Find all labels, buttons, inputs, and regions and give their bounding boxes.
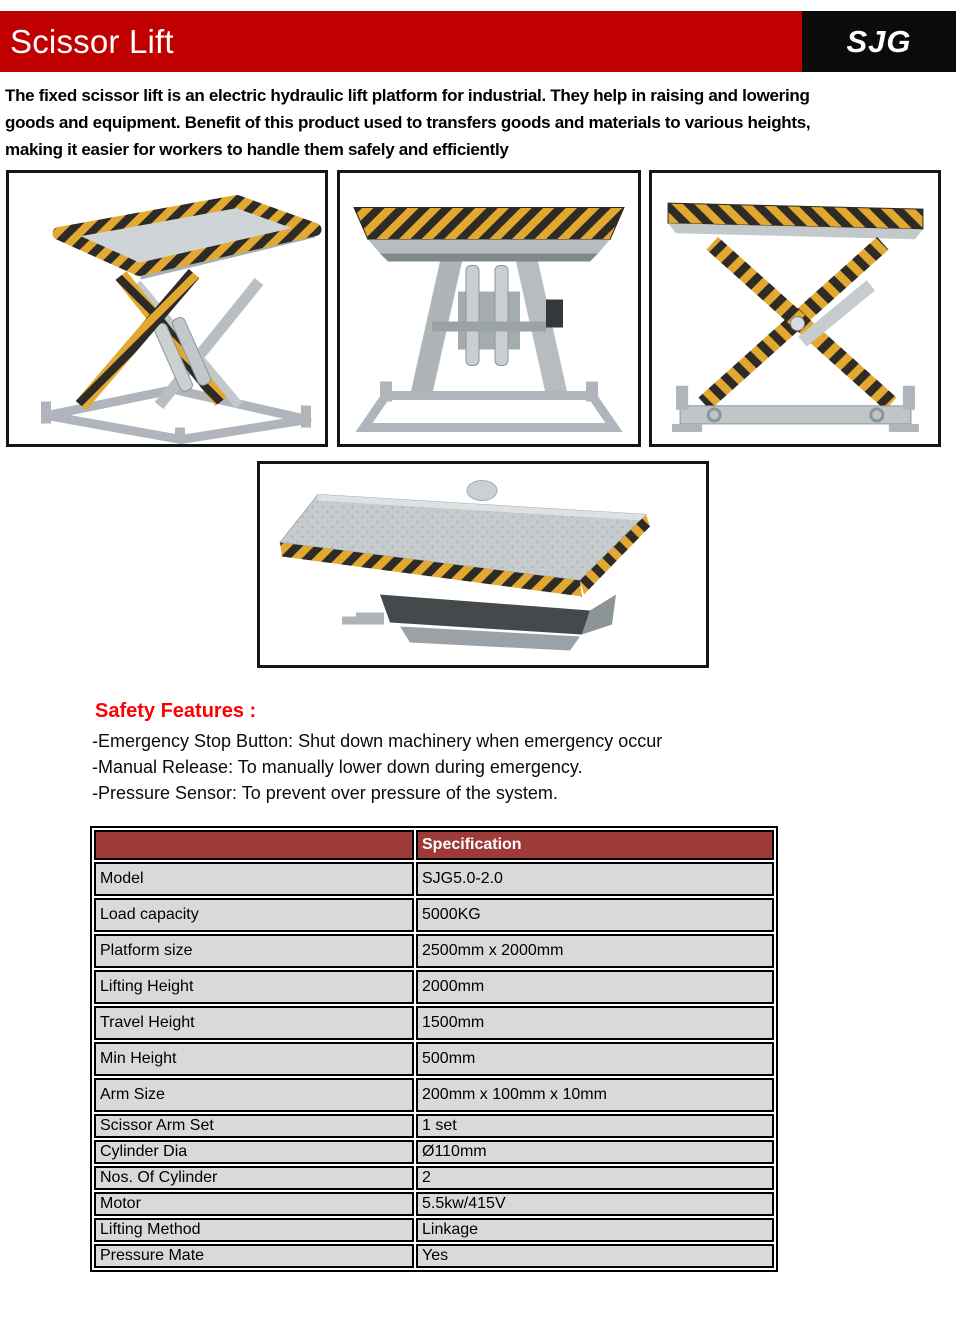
spec-value: 2500mm x 2000mm (416, 934, 774, 968)
spec-label: Min Height (94, 1042, 414, 1076)
safety-features-heading: Safety Features : (95, 700, 257, 722)
spec-value: Linkage (416, 1218, 774, 1242)
table-row (94, 862, 774, 896)
product-photo-lowered-view (257, 461, 709, 668)
page-title: Scissor Lift (10, 22, 174, 60)
table-row (94, 1114, 774, 1138)
spec-label: Platform size (94, 934, 414, 968)
spec-value: 1 set (416, 1114, 774, 1138)
spec-value: Ø110mm (416, 1140, 774, 1164)
description-line: making it easier for workers to handle them safely and efficiently (5, 140, 509, 159)
table-row (94, 1166, 774, 1190)
table-row (94, 970, 774, 1004)
safety-item: -Manual Release: To manually lower down during emergency. (92, 757, 583, 777)
brand-logo (802, 11, 956, 72)
spec-value: 5000KG (416, 898, 774, 932)
brand-text: SJG (846, 23, 912, 59)
spec-label: Scissor Arm Set (94, 1114, 414, 1138)
spec-label: Cylinder Dia (94, 1140, 414, 1164)
spec-value: 500mm (416, 1042, 774, 1076)
table-row (94, 1140, 774, 1164)
title-bar (0, 11, 810, 72)
table-row (94, 1192, 774, 1216)
spec-value: 2 (416, 1166, 774, 1190)
scissor-lift-front-illustration (340, 173, 638, 444)
spec-value: 2000mm (416, 970, 774, 1004)
spec-label: Arm Size (94, 1078, 414, 1112)
spec-header-label: Specification (416, 830, 774, 860)
spec-label: Pressure Mate (94, 1244, 414, 1268)
safety-item: -Pressure Sensor: To prevent over pressure of the system. (92, 783, 558, 803)
spec-table-header-row (94, 830, 774, 860)
spec-value: 1500mm (416, 1006, 774, 1040)
spec-table (90, 826, 778, 1272)
scissor-lift-side-illustration (652, 173, 938, 444)
spec-header-empty-cell (94, 830, 414, 860)
table-row (94, 898, 774, 932)
spec-value: Yes (416, 1244, 774, 1268)
safety-item: -Emergency Stop Button: Shut down machinery when emergency occur (92, 731, 663, 751)
table-row (94, 1078, 774, 1112)
spec-value: SJG5.0-2.0 (416, 862, 774, 896)
spec-value: 200mm x 100mm x 10mm (416, 1078, 774, 1112)
spec-label: Model (94, 862, 414, 896)
table-row (94, 1244, 774, 1268)
table-row (94, 1006, 774, 1040)
table-row (94, 934, 774, 968)
scissor-lift-lowered-illustration (260, 464, 706, 665)
spec-label: Nos. Of Cylinder (94, 1166, 414, 1190)
table-row (94, 1218, 774, 1242)
table-row (94, 1042, 774, 1076)
product-photo-side-view (649, 170, 941, 447)
safety-features-list (92, 728, 662, 806)
spec-label: Lifting Height (94, 970, 414, 1004)
spec-label: Load capacity (94, 898, 414, 932)
scissor-lift-perspective-illustration (9, 173, 325, 444)
description-line: The fixed scissor lift is an electric hydraulic lift platform for industrial. They help in raising and lowering (5, 86, 810, 105)
product-description (5, 82, 810, 163)
spec-label: Lifting Method (94, 1218, 414, 1242)
product-photo-front-view (337, 170, 641, 447)
description-line: goods and equipment. Benefit of this product used to transfers goods and materials to various heights, (5, 113, 811, 132)
spec-label: Travel Height (94, 1006, 414, 1040)
spec-value: 5.5kw/415V (416, 1192, 774, 1216)
spec-label: Motor (94, 1192, 414, 1216)
product-photo-perspective-view (6, 170, 328, 447)
